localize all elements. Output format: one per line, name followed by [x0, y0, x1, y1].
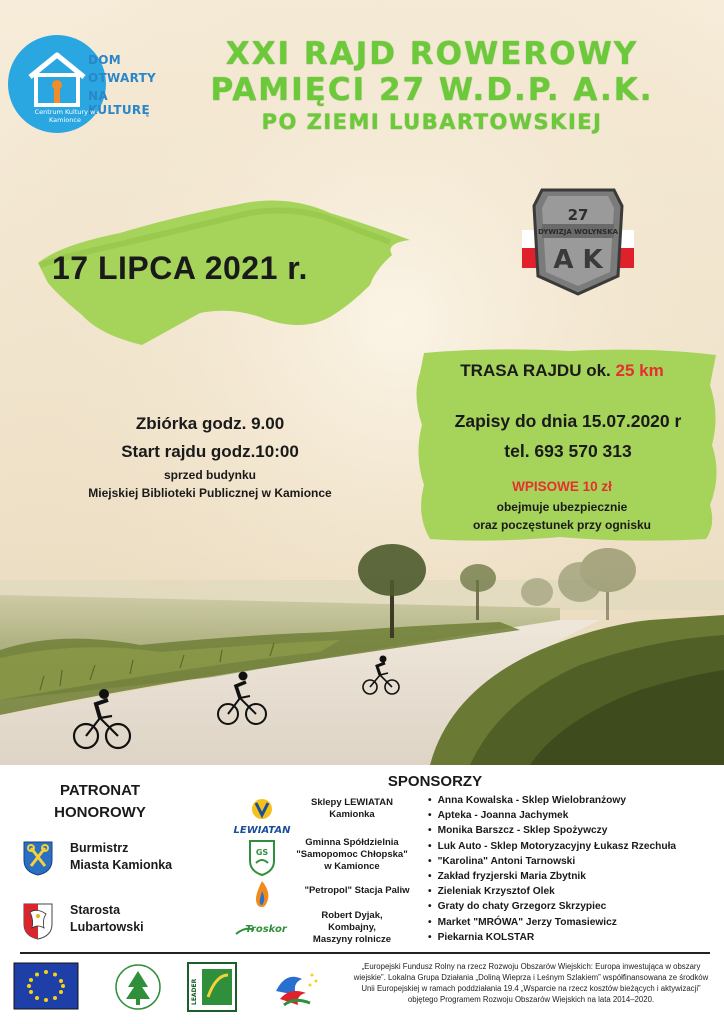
start-time: Start rajdu godz.10:00	[121, 442, 299, 461]
lubartow-coat-of-arms-icon	[22, 902, 54, 940]
signup-phone: tel. 693 570 313	[504, 441, 632, 461]
landscape-illustration	[0, 540, 724, 765]
prow-logo-icon	[276, 974, 318, 1006]
dom-otwarty-logo	[8, 35, 166, 137]
list-item: • Luk Auto - Sklep Motoryzacyjny Łukasz Rzechuła	[428, 839, 718, 854]
entry-fee-description	[420, 498, 704, 534]
sponsor-line-1: Robert Dyjak,	[321, 910, 383, 921]
patron-text	[70, 840, 172, 874]
route-distance	[420, 361, 704, 381]
sponsor-line-2: Kamionka	[329, 809, 375, 820]
badge-words: DYWIZJA WOLYNSKA	[537, 228, 619, 236]
logo-subtitle: Centrum Kultury w Kamionce	[34, 108, 96, 124]
kamionka-coat-of-arms-icon	[22, 840, 54, 876]
gs-logo-text: GS	[255, 848, 269, 857]
sponsor-line-2: "Samopomoc Chłopska"	[296, 849, 408, 860]
gs-logo-icon	[232, 837, 294, 879]
signup-info	[418, 406, 718, 466]
funding-logos	[10, 961, 350, 1021]
list-item: • Graty do chaty Grzegorz Skrzypiec	[428, 899, 718, 914]
badge-letters: A K	[553, 245, 603, 275]
route-label: TRASA RAJDU ok.	[460, 361, 611, 380]
patron-line-1: Burmistrz	[70, 841, 129, 855]
sponsor-text	[292, 837, 412, 873]
lewiatan-logo-icon	[232, 797, 294, 839]
event-date: 17 LIPCA 2021 r.	[52, 250, 308, 286]
logo-text-line-1: DOM	[88, 53, 122, 67]
sponsor-line-3: w Kamionce	[324, 861, 380, 872]
footer-divider	[20, 952, 710, 954]
fee-desc-line-1: obejmuje ubezpiecznie	[496, 500, 628, 514]
sponsors-section	[0, 765, 724, 1024]
route-km: 25 km	[615, 361, 664, 380]
eu-flag-icon	[14, 963, 78, 1009]
sponsor-text	[292, 910, 412, 946]
leader-logo-icon	[188, 963, 236, 1011]
sponsor-line-1: Sklepy LEWIATAN	[311, 797, 393, 808]
entry-fee: WPISOWE 10 zł	[512, 479, 612, 494]
sponsors-list	[428, 793, 718, 945]
list-item: • "Karolina" Antoni Tarnowski	[428, 854, 718, 869]
sponsor-line-1: "Petropol" Stacja Paliw	[304, 885, 410, 896]
logo-text-line-3: NA KULTURĘ	[88, 89, 150, 117]
patron-starosta	[22, 902, 144, 944]
patron-line-2: Miasta Kamionka	[70, 858, 173, 872]
title-line-3: PO ZIEMI LUBARTOWSKIEJ	[261, 110, 603, 134]
sponsor-line-1: Gminna Spółdzielnia	[305, 837, 399, 848]
list-item: • Zakład fryzjerski Maria Zbytnik	[428, 869, 718, 884]
fee-desc-line-2: oraz poczęstunek przy ognisku	[472, 518, 652, 532]
list-item: • Market "MRÓWA" Jerzy Tomasiewicz	[428, 915, 718, 930]
patron-line-2: Lubartowski	[70, 920, 144, 934]
patron-line-1: Starosta	[70, 903, 121, 917]
funding-note: „Europejski Fundusz Rolny na rzecz Rozwoju Obszarów Wiejskich: Europa inwestująca w obszary wiejskie”. Lokalna Grupa Działania „Doliną Wieprza i Leśnym Szlakiem” współfinansowana ze środków Unii Europejskiej w ramach poddziałania 19.4 „Wsparcie na rzecz kosztów bieżących i aktywizacji” objętego Programem Rozwoju Obszarów Wiejskich na lata 2014–2020.	[353, 962, 709, 1004]
patronat-title-line-2: HONOROWY	[54, 804, 146, 821]
signup-deadline: Zapisy do dnia 15.07.2020 r	[454, 411, 682, 431]
list-item: • Piekarnia KOLSTAR	[428, 930, 718, 945]
list-item: • Monika Barszcz - Sklep Spożywczy	[428, 823, 718, 838]
meeting-info	[40, 410, 380, 502]
badge-number: 27	[567, 206, 589, 224]
logo-text-line-2: OTWARTY	[88, 71, 157, 85]
house-icon	[26, 51, 88, 109]
meeting-from: sprzed budynku	[163, 468, 256, 482]
list-item: • Apteka - Joanna Jachymek	[428, 808, 718, 823]
sponsor-gs	[232, 837, 432, 879]
sponsor-troskor	[232, 910, 432, 952]
sponsor-line-2: Kombajny,	[328, 922, 376, 933]
meeting-place: Miejskiej Biblioteki Publicznej w Kamionce	[88, 486, 332, 500]
sponsor-text	[292, 797, 412, 821]
sponsor-lewiatan	[232, 797, 432, 839]
troskor-logo-text: Troskor	[245, 924, 287, 935]
title-line-2: PAMIĘCI 27 W.D.P. A.K.	[210, 72, 654, 108]
patron-text	[70, 902, 144, 936]
sponsor-text	[292, 885, 422, 897]
leader-text: LEADER	[191, 978, 198, 1005]
lewiatan-logo-text: LEWIATAN	[233, 825, 291, 836]
lgd-tree-logo-icon	[116, 965, 160, 1009]
troskor-logo-icon	[232, 910, 294, 952]
title-line-1: XXI RAJD ROWEROWY	[225, 36, 639, 72]
patronat-title-line-1: PATRONAT	[60, 782, 140, 799]
list-item: • Zieleniak Krzysztof Olek	[428, 884, 718, 899]
sponsor-line-3: Maszyny rolnicze	[312, 934, 392, 945]
poster-title	[160, 36, 704, 136]
patronat-title	[40, 780, 160, 824]
sponsors-title: SPONSORZY	[387, 773, 483, 790]
gather-time: Zbiórka godz. 9.00	[135, 414, 285, 433]
list-item: • Anna Kowalska - Sklep Wielobranżowy	[428, 793, 718, 808]
division-badge-icon	[518, 186, 638, 298]
patron-burmistrz	[22, 840, 173, 880]
